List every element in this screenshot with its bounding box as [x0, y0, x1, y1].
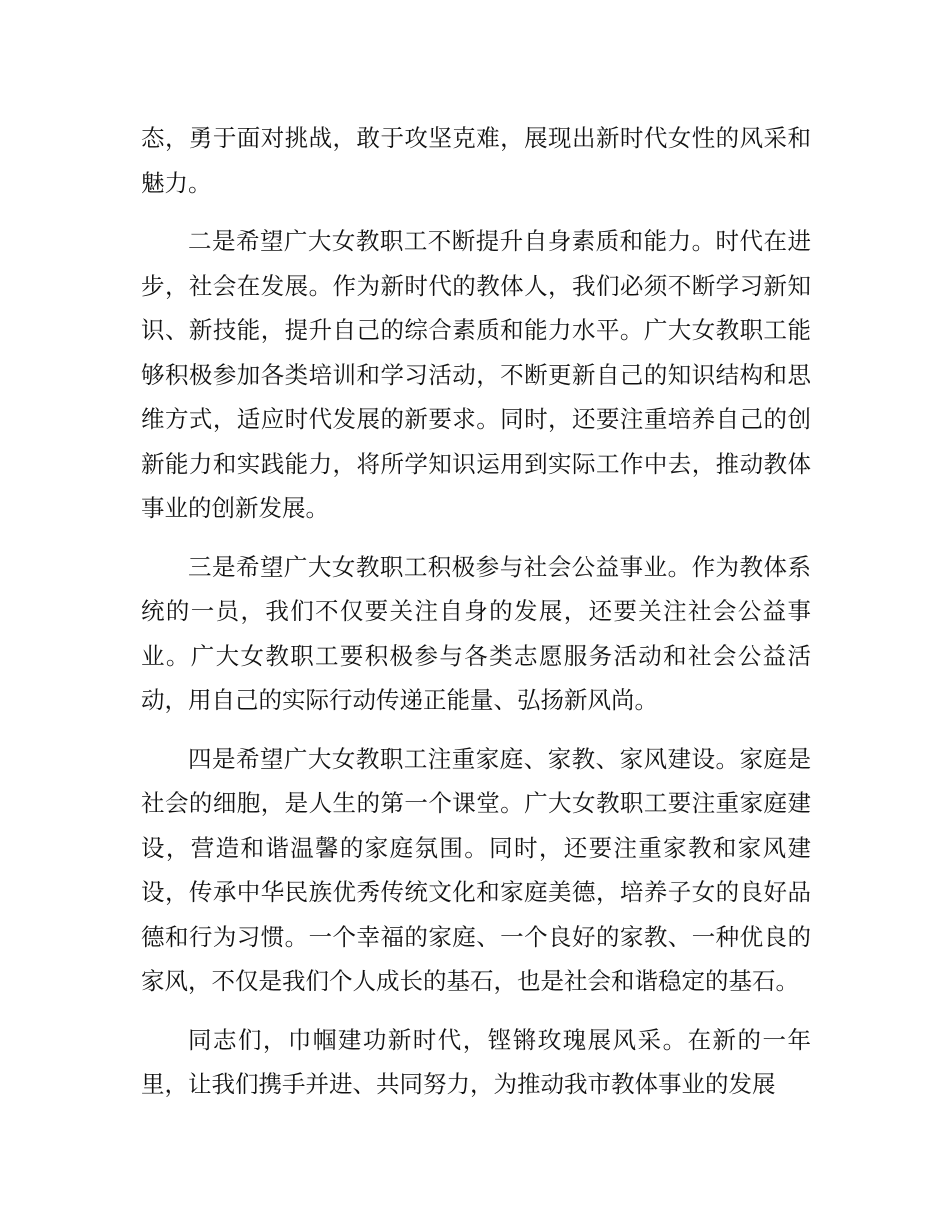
paragraph-point-four: 四是希望广大女教职工注重家庭、家教、家风建设。家庭是社会的细胞，是人生的第一个课堂。广大女教职工要注重家庭建设，营造和谐温馨的家庭氛围。同时，还要注重家教和家风建设，传承中华民族优秀传统文化和家庭美德，培养子女的良好品德和行为习惯。一个幸福的家庭、一个良好的家教、一种优良的家风，不仅是我们个人成长的基石，也是社会和谐稳定的基石。	[141, 744, 811, 995]
paragraph-point-two: 二是希望广大女教职工不断提升自身素质和能力。时代在进步，社会在发展。作为新时代的教体人，我们必须不断学习新知识、新技能，提升自己的综合素质和能力水平。广大女教职工能够积极参加各类培训和学习活动，不断更新自己的知识结构和思维方式，适应时代发展的新要求。同时，还要注重培养自己的创新能力和实践能力，将所学知识运用到实际工作中去，推动教体事业的创新发展。	[141, 227, 811, 522]
paragraph-continuation: 态，勇于面对挑战，敢于攻坚克难，展现出新时代女性的风采和魅力。	[141, 124, 811, 197]
paragraph-point-three: 三是希望广大女教职工积极参与社会公益事业。作为教体系统的一员，我们不仅要关注自身的发展，还要关注社会公益事业。广大女教职工要积极参与各类志愿服务活动和社会公益活动，用自己的实际行动传递正能量、弘扬新风尚。	[141, 552, 811, 714]
document-page	[141, 116, 811, 1121]
paragraph-closing: 同志们，巾帼建功新时代，铿锵玫瑰展风采。在新的一年里，让我们携手并进、共同努力，为推动我市教体事业的发展	[141, 1025, 811, 1098]
